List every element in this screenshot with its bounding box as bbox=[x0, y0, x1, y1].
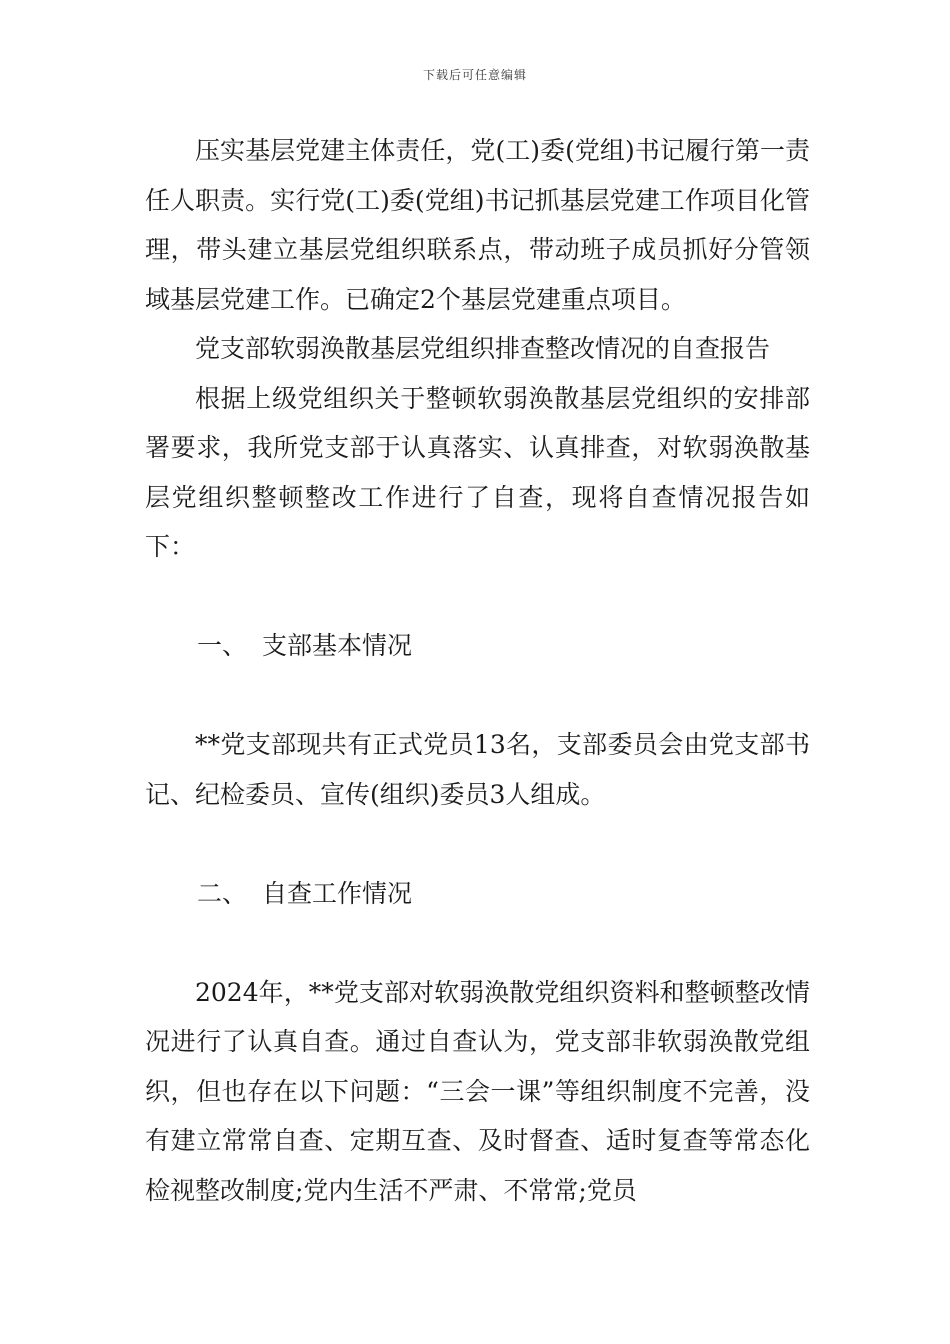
report-title: 党支部软弱涣散基层党组织排查整改情况的自查报告 bbox=[195, 334, 771, 363]
spacer bbox=[145, 671, 810, 721]
spacer bbox=[145, 819, 810, 869]
section-label: 自查工作情况 bbox=[262, 878, 413, 908]
section-heading-basic-info bbox=[145, 621, 810, 671]
document-body bbox=[145, 126, 810, 1215]
page-header: 下载后可任意编辑 bbox=[422, 68, 527, 82]
basic-info-paragraph: **党支部现共有正式党员13名，支部委员会由党支部书记、纪检委员、宣传(组织)委员3人组成。 bbox=[145, 730, 810, 809]
section-number: 一、 bbox=[197, 631, 248, 660]
self-check-paragraph: 2024年，**党支部对软弱涣散党组织资料和整顿整改情况进行了认真自查。通过自查认为，党支部非软弱涣散党组织，但也存在以下问题：“三会一课”等组织制度不完善，没有建立常常自查、定期互查、及时督查、适时复查等常态化检视整改制度;党内生活不严肃、不常常;党员 bbox=[145, 977, 810, 1205]
opening-paragraph: 根据上级党组织关于整顿软弱涣散基层党组织的安排部署要求，我所党支部于认真落实、认真排查，对软弱涣散基层党组织整顿整改工作进行了自查，现将自查情况报告如下： bbox=[145, 383, 810, 561]
intro-paragraph: 压实基层党建主体责任，党(工)委(党组)书记履行第一责任人职责。实行党(工)委(党组)书记抓基层党建工作项目化管理，带头建立基层党组织联系点，带动班子成员抓好分管领域基层党建工作。已确定2个基层党建重点项目。 bbox=[145, 136, 810, 314]
section-heading-self-check bbox=[145, 869, 810, 919]
section-number: 二、 bbox=[197, 878, 248, 908]
section-label: 支部基本情况 bbox=[262, 631, 413, 660]
spacer bbox=[145, 572, 810, 622]
spacer bbox=[145, 918, 810, 968]
